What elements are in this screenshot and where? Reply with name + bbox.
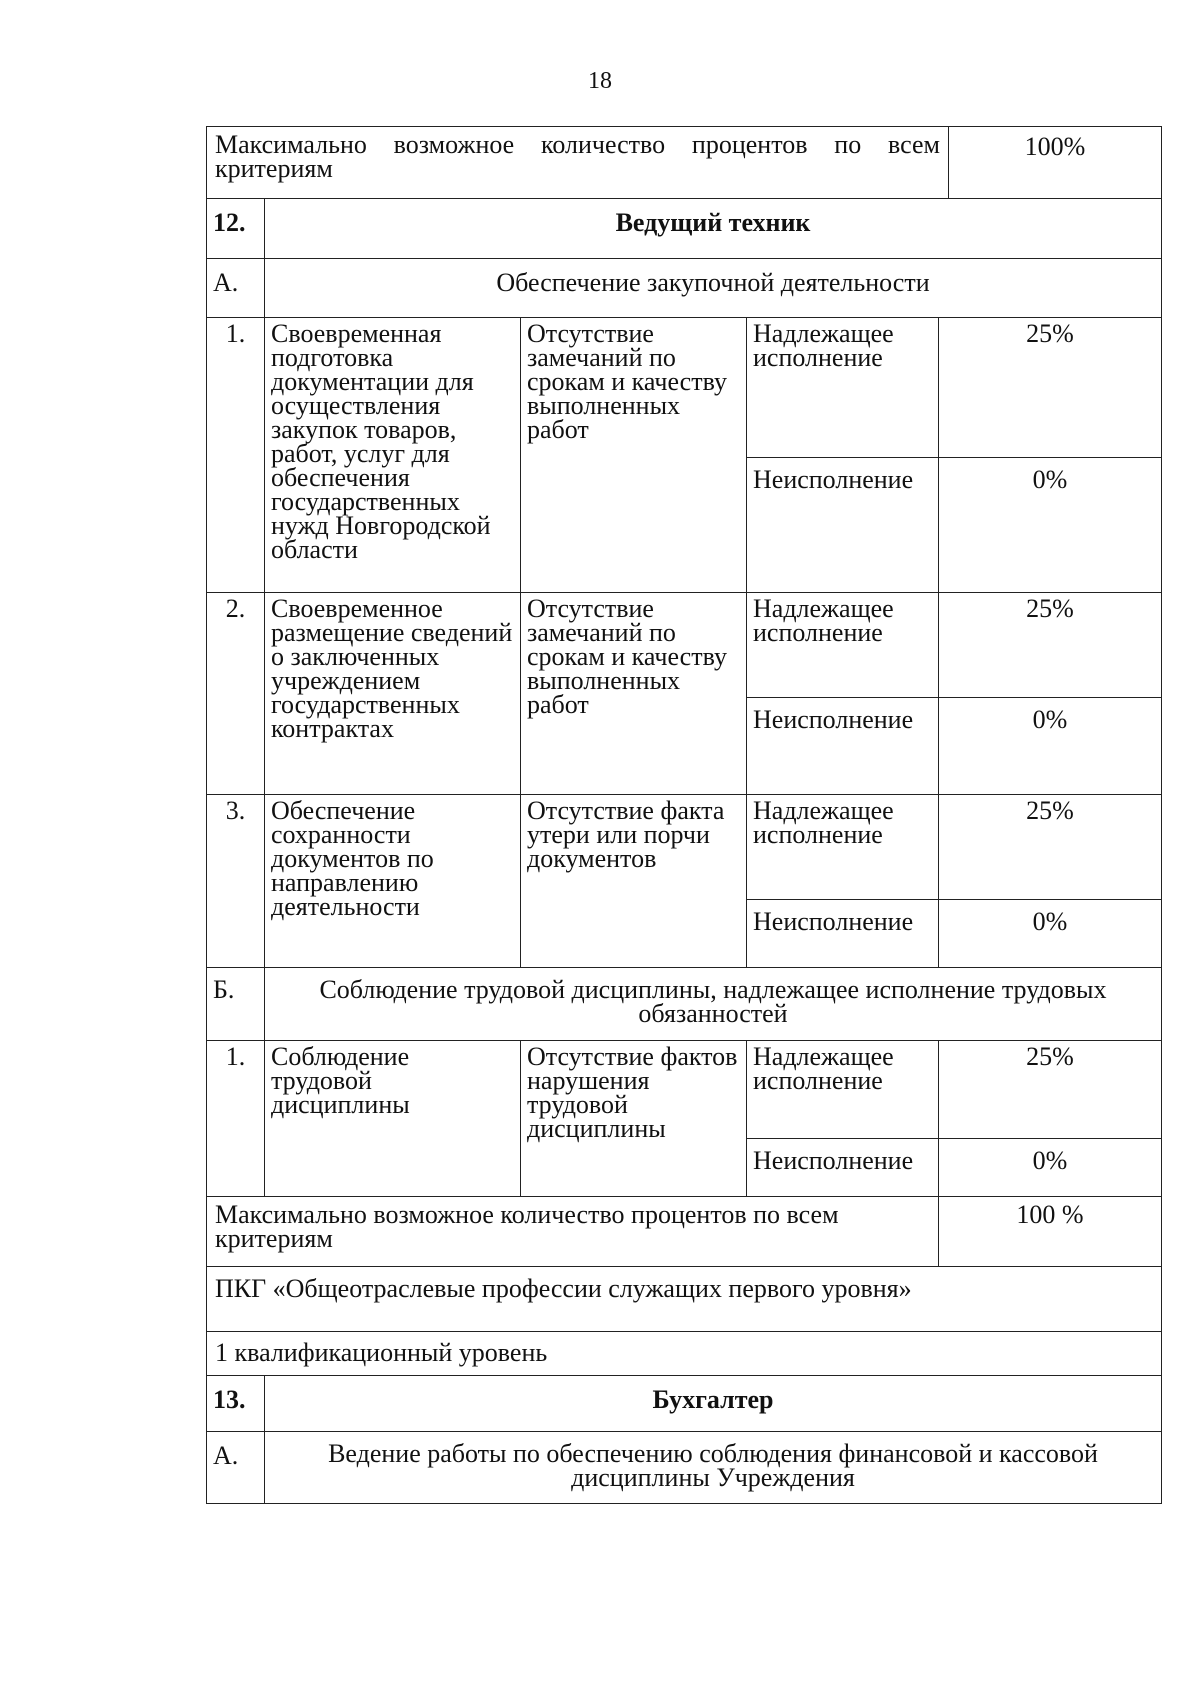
section12-header — [206, 198, 1162, 259]
item-number: 1. — [206, 1040, 265, 1197]
bad-label-cell: Неисполнение — [746, 457, 939, 593]
section12-groupB-header — [206, 967, 1162, 1041]
bad-value-cell: 0% — [938, 697, 1162, 795]
bad-label-cell: Неисполнение — [746, 899, 939, 968]
groupB-title: Соблюдение трудовой дисциплины, надлежащее исполнение трудовых обязанностей — [264, 967, 1162, 1041]
section13-groupA-header — [206, 1431, 1162, 1504]
table-row — [206, 317, 1162, 593]
qual-level: 1 квалификационный уровень — [206, 1331, 1162, 1376]
top-summary-row — [206, 126, 1162, 199]
criterion-cell: Обеспечение сохранности документов по направлению деятельности — [264, 794, 521, 968]
indicator-cell: Отсутствие факта утери или порчи документов — [520, 794, 747, 968]
section13-header — [206, 1375, 1162, 1432]
pkg-row — [206, 1266, 1162, 1332]
summary-value: 100 % — [938, 1196, 1162, 1267]
good-value-cell: 25% — [938, 1040, 1162, 1139]
qual-level-row — [206, 1331, 1162, 1376]
groupA-letter: А. — [206, 258, 265, 318]
groupA-title: Обеспечение закупочной деятельности — [264, 258, 1162, 318]
table-row — [206, 592, 1162, 795]
section13-number: 13. — [206, 1375, 265, 1432]
section12-summary-row — [206, 1196, 1162, 1267]
section12-number: 12. — [206, 198, 265, 259]
criterion-cell: Своевременная подготовка документации для осуществления закупок товаров, работ, услуг для обеспечения государственных нужд Новгородской области — [264, 317, 521, 593]
table-row — [206, 1040, 1162, 1197]
table-row — [206, 794, 1162, 968]
section12-title: Ведущий техник — [264, 198, 1162, 259]
item-number: 2. — [206, 592, 265, 795]
bad-value-cell: 0% — [938, 1138, 1162, 1197]
criterion-cell: Своевременное размещение сведений о заключенных учреждением государственных контрактах — [264, 592, 521, 795]
bad-label-cell: Неисполнение — [746, 697, 939, 795]
summary-label: Максимально возможное количество процентов по всем критериям — [206, 1196, 939, 1267]
page-number: 18 — [588, 68, 612, 94]
item-number: 1. — [206, 317, 265, 593]
good-label-cell: Надлежащее исполнение — [746, 794, 939, 900]
bad-value-cell: 0% — [938, 457, 1162, 593]
item-number: 3. — [206, 794, 265, 968]
good-value-cell: 25% — [938, 317, 1162, 458]
bad-value-cell: 0% — [938, 899, 1162, 968]
section12-groupA-header — [206, 258, 1162, 318]
top-summary-label: Максимально возможное количество процентов по всем критериям — [206, 126, 949, 199]
bad-label-cell: Неисполнение — [746, 1138, 939, 1197]
criterion-cell: Соблюдение трудовой дисциплины — [264, 1040, 521, 1197]
section13-title: Бухгалтер — [264, 1375, 1162, 1432]
indicator-cell: Отсутствие замечаний по срокам и качеству выполненных работ — [520, 592, 747, 795]
section13-groupA-title: Ведение работы по обеспечению соблюдения финансовой и кассовой дисциплины Учреждения — [264, 1431, 1162, 1504]
top-summary-value: 100% — [948, 126, 1162, 199]
indicator-cell: Отсутствие фактов нарушения трудовой дисциплины — [520, 1040, 747, 1197]
section13-groupA-letter: А. — [206, 1431, 265, 1504]
good-label-cell: Надлежащее исполнение — [746, 592, 939, 698]
good-value-cell: 25% — [938, 592, 1162, 698]
good-value-cell: 25% — [938, 794, 1162, 900]
indicator-cell: Отсутствие замечаний по срокам и качеству выполненных работ — [520, 317, 747, 593]
pkg-title: ПКГ «Общеотраслевые профессии служащих первого уровня» — [206, 1266, 1162, 1332]
good-label-cell: Надлежащее исполнение — [746, 1040, 939, 1139]
good-label-cell: Надлежащее исполнение — [746, 317, 939, 458]
groupB-letter: Б. — [206, 967, 265, 1041]
